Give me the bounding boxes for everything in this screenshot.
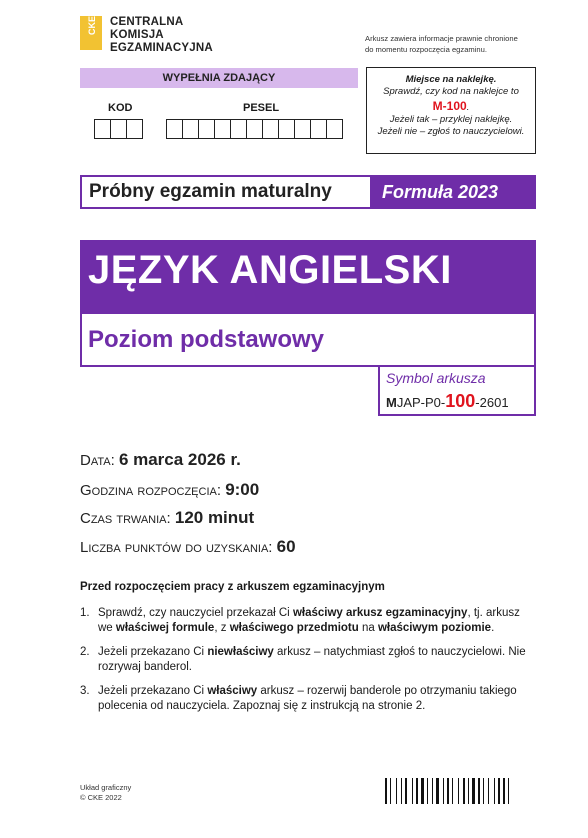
instruction-number: 1.: [80, 607, 90, 619]
sticker-area: Miejsce na naklejkę. Sprawdź, czy kod na naklejce to M-100. Jeżeli tak – przyklej naklejkę. Jeżeli nie – zgłoś to nauczycielowi.: [366, 67, 536, 154]
cke-logo-icon: CKE: [80, 16, 102, 50]
logo-text: CENTRALNA KOMISJA EGZAMINACYJNA: [110, 16, 213, 54]
legal-notice: Arkusz zawiera informacje prawnie chronione do momentu rozpoczęcia egzaminu.: [365, 34, 518, 54]
instruction-number: 2.: [80, 646, 90, 658]
sheet-symbol-box: [378, 367, 536, 416]
instruction-item: [80, 645, 530, 675]
kod-input-boxes[interactable]: [94, 119, 142, 139]
exam-duration: Czas trwania: 120 minut: [80, 508, 255, 527]
subject-level-box: [82, 314, 534, 365]
sticker-code: M-100: [432, 99, 467, 113]
symbol-code: MJAP-P0-100-2601: [386, 391, 509, 411]
instruction-text: Sprawdź, czy nauczyciel przekazał Ci właściwy arkusz egzaminacyjny, tj. arkusz we właściwej formule, z właściwego przedmiotu na właściwym poziomie.: [98, 607, 520, 634]
exam-formula: Formuła 2023: [370, 177, 534, 207]
exam-type: Próbny egzamin maturalny: [89, 181, 332, 202]
instructions-list: [80, 606, 530, 723]
pesel-digit-box[interactable]: [278, 119, 295, 139]
pesel-input-boxes[interactable]: [166, 119, 342, 139]
instruction-text: Jeżeli przekazano Ci właściwy arkusz – rozerwij banderole po otrzymaniu takiego polecenia od nauczyciela. Zapoznaj się z instrukcją na stronie 2.: [98, 685, 517, 712]
pesel-label: PESEL: [243, 102, 280, 114]
exam-type-bar: [80, 175, 536, 209]
instruction-item: [80, 684, 530, 714]
instructions-title: Przed rozpoczęciem pracy z arkuszem egzaminacyjnym: [80, 581, 385, 593]
kod-digit-box[interactable]: [110, 119, 127, 139]
pesel-digit-box[interactable]: [198, 119, 215, 139]
fill-by-candidate-label: WYPEŁNIA ZDAJĄCY: [80, 68, 358, 88]
instruction-number: 3.: [80, 685, 90, 697]
pesel-digit-box[interactable]: [326, 119, 343, 139]
instruction-item: [80, 606, 530, 636]
instruction-text: Jeżeli przekazano Ci niewłaściwy arkusz – natychmiast zgłoś to nauczycielowi. Nie rozrywaj banderol.: [98, 646, 526, 673]
exam-date: Data: 6 marca 2026 r.: [80, 450, 241, 469]
kod-digit-box[interactable]: [126, 119, 143, 139]
exam-points: Liczba punktów do uzyskania: 60: [80, 537, 296, 556]
pesel-digit-box[interactable]: [294, 119, 311, 139]
pesel-digit-box[interactable]: [262, 119, 279, 139]
kod-digit-box[interactable]: [94, 119, 111, 139]
pesel-digit-box[interactable]: [230, 119, 247, 139]
subject-level: Poziom podstawowy: [88, 326, 325, 353]
pesel-digit-box[interactable]: [214, 119, 231, 139]
footer-credit: Układ graficzny © CKE 2022: [80, 783, 132, 802]
pesel-digit-box[interactable]: [310, 119, 327, 139]
pesel-digit-box[interactable]: [166, 119, 183, 139]
cke-logo: [80, 16, 213, 55]
symbol-label: Symbol arkusza: [386, 370, 486, 386]
pesel-digit-box[interactable]: [246, 119, 263, 139]
barcode-icon: [385, 778, 537, 804]
pesel-digit-box[interactable]: [182, 119, 199, 139]
subject-title: JĘZYK ANGIELSKI: [88, 248, 452, 292]
kod-label: KOD: [108, 102, 133, 114]
subject-block: [80, 240, 536, 367]
exam-start-time: Godzina rozpoczęcia: 9:00: [80, 480, 260, 499]
